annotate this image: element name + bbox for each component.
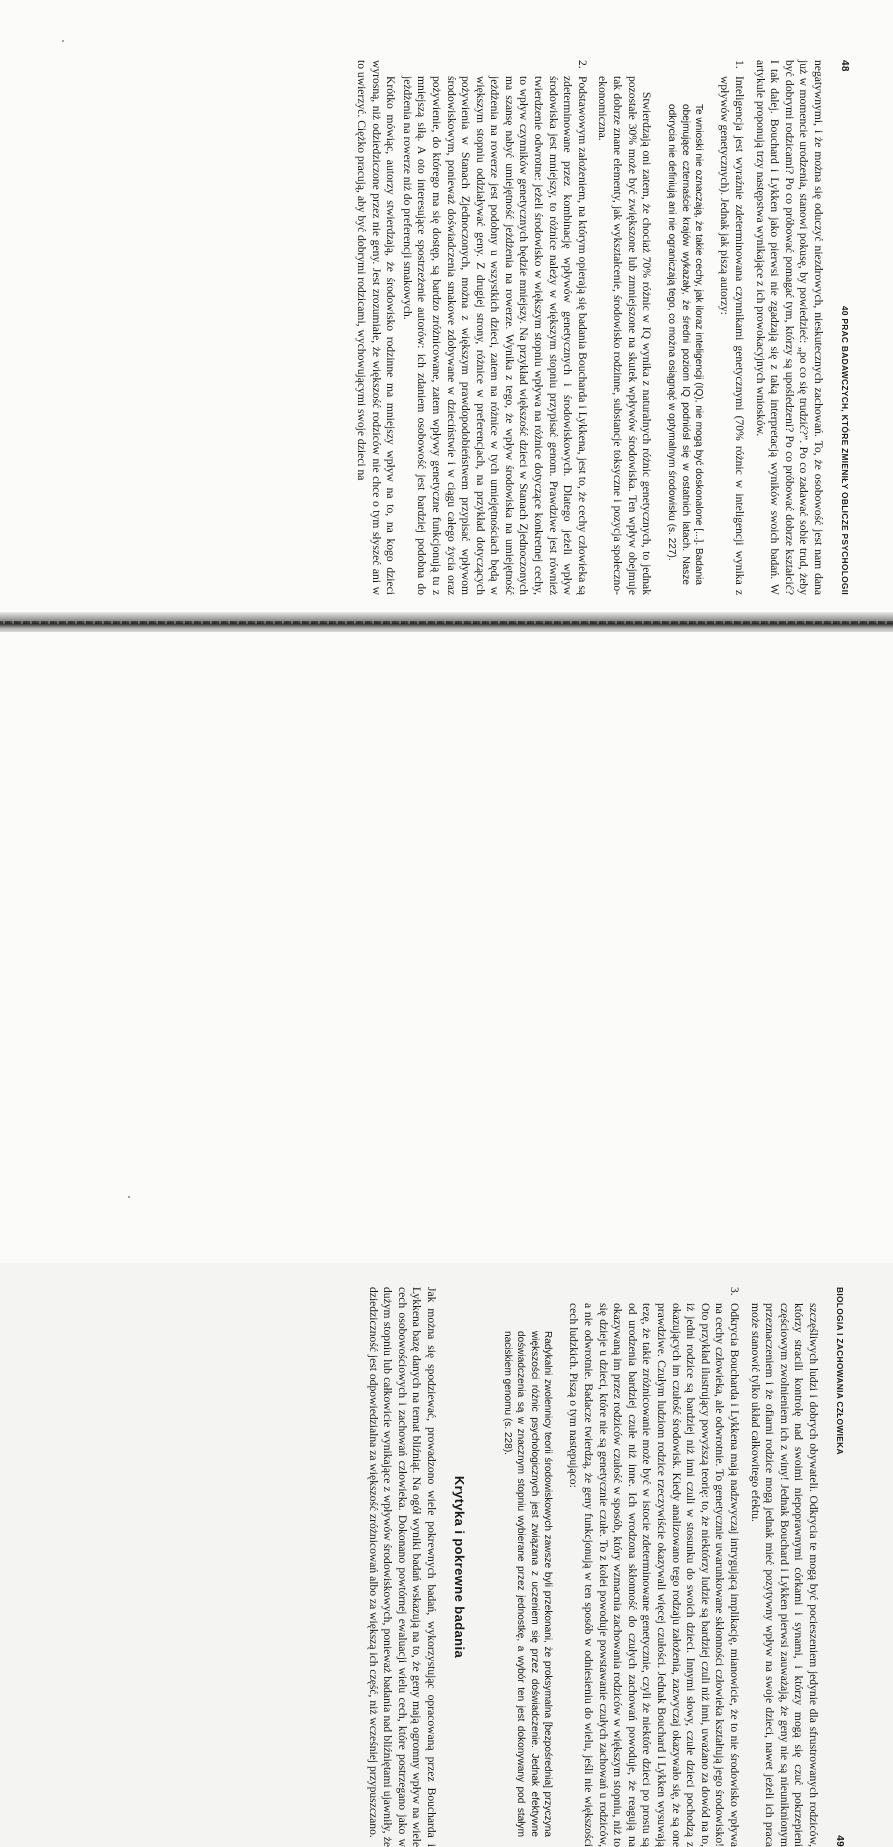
right-page-content [75, 1287, 845, 1847]
left-closing-paragraph: Krótko mówiąc, autorzy stwierdzają, że środowisko rodzinne ma mniejszy wpływ na to, na kogo dzieci wyrosną, niż odziedziczone przez nie geny. Jest zrozumiałe, że większość rodziców nie chce o tym słyszeć ani w to uwierzyć. Ciężko pracują, aby być dobrymi rodzicami, wychowującymi swoje dzieci na [354, 60, 398, 595]
left-running-head [839, 60, 850, 595]
block-quote-1: Te wnioski nie oznaczają, że takie cechy, jak iloraz inteligencji (IQ), nie mogą być doskonalone [...]. Badania obejmujące czternaście krajów wykazały, że średni poziom IQ podniósł się w ostatnich latach. Nasze odkrycia nie definiują ani nie ograniczają tego, co można osiągnąć w optymalnym środowisku (s. 227). [666, 104, 704, 585]
left-page-number: 48 [839, 60, 850, 72]
list-item-2 [399, 60, 589, 595]
list-item-2-text: Podstawowym założeniem, na którym opierają się badania Boucharda i Lykkena, jest to, że cechy człowieka są zdeterminowane przez kombinację wpływów genetycznych i środowiskowych. Dlatego jeżeli wpływ środowiska jest mniejszy, to różnice należy w większym stopniu przypisać genom. Prawdziwe jest również twierdzenie odwrotne: jeżeli środowisko w większym stopniu wpływa na różnice dotyczące konkretnej cechy, to wpływ czynników genetycznych będzie mniejszy. Na przykład większość dzieci w Stanach Zjednoczonych ma szansę nabyć umiejętność jeżdżenia na rowerze. Wynika z tego, że wpływ środowiska na umiejętność jeżdżenia na rowerze jest podobny u wszystkich dzieci, zatem na różnice w tych umiejętnościach będą w większym stopniu oddziaływać geny. Z drugiej strony, różnice w preferencjach, na przykład dotyczących pożywienia w Stanach Zjednoczonych, można z większym prawdopodobieństwem przypisać wpływom środowiskowym, ponieważ doświadczenia smakowe zdobywane w dzieciństwie i w ciągu całego życia oraz pożywienie, do którego ma się dostęp, są bardzo zróżnicowane, zatem wpływy genetyczne funkcjonują tu z mniejszą siłą. A oto interesujące spostrzeżenie autorów: ich zdaniem osobowość jest bardziej podobna do jeżdżenia na rowerze niż do preferencji smakowych. [400, 76, 589, 595]
book-binding-gutter [0, 612, 893, 634]
left-page [0, 0, 893, 618]
section-paragraph: Jak można się spodziewać, prowadzono wiele pokrewnych badań, wykorzystując opracowaną przez Boucharda i Lykkena bazę danych na temat bliźniąt. Na ogół wyniki badań wskazują na to, że geny mają ogromny wpływ na wiele cech osobowościowych i zachowań człowieka. Dokonano powtórnej ewaluacji wielu cech, które postrzegano jako w dużym stopniu lub całkowicie wynikające z wpływów środowiskowych, ponieważ badania nad bliźniętami ujawniły, że dziedziczność jest odpowiedzialna za większość zróżnicowań albo za większą ich część, niż wcześniej przypuszczano. [366, 1287, 439, 1847]
right-page-number: 49 [834, 1835, 845, 1847]
right-running-head [834, 1287, 845, 1847]
left-running-title: 40 PRAC BADAWCZYCH, KTÓRE ZMIENIŁY OBLICZE PSYCHOLOGII [840, 305, 850, 595]
list-item-2-number: 2. [575, 60, 589, 69]
right-running-title: BIOLOGIA I ZACHOWANIA CZŁOWIEKA [835, 1287, 845, 1455]
list-item-3 [489, 1287, 741, 1847]
left-intro-paragraph: negatywnymi, i że można się oduczyć niezdrowych, nieskutecznych zachowań. To, że osobowość jest nam dana już w momencie urodzenia, stanowi pokusę, by powiedzieć: „po co się trudzić?”. Po co zadawać sobie trud, żeby być dobrymi rodzicami? Po co próbować pomagać tym, którzy są upośledzeni? Po co próbować dobrze kształcić? I tak dalej. Bouchard i Lykken jako pierwsi nie zgadzają się z taką interpretacją wyników swoich badań. W artykule proponują trzy następstwa wynikające z ich prowokacyjnych wniosków. [753, 60, 825, 595]
scan-speck [128, 1196, 130, 1198]
section-heading: Krytyka i pokrewne badania [452, 1475, 468, 1659]
left-page-content [80, 60, 850, 595]
right-continued-paragraph: szczęśliwych ludzi i dobrych obywateli. Odkrycia te mogą być pocieszeniem jedynie dla sfrustrowanych rodziców, którzy stracili kontrolę nad swoimi niepoprawnymi córkami i synami, i którzy mogą się czuć pokrzepieni częściowym zwolnieniem ich z winy! Jednak Bouchard i Lykken pierwsi zauważają, że geny nie są nieuniknionym przeznaczeniem i że ofiarni rodzice mogą jednak mieć pozytywny wpływ na swoje dzieci, nawet jeżeli ich praca może stanowić tylko układ całkowitego efektu. [748, 1303, 820, 1847]
list-item-3-number: 3. [728, 1287, 742, 1296]
list-item-1 [595, 60, 746, 595]
list-item-1-continuation: Stwierdzają oni zatem, że chociaż 70% różnic w IQ wynika z naturalnych różnic genetycznych, to jednak pozostałe 30% może być zwiększone lub zmniejszone na skutek wpływów środowiska. Ten wpływ obejmuje tak dobrze znane elementy, jak wykształcenie, środowisko rodzinne, substancje toksyczne i pozycja społeczno-ekonomiczna. [596, 76, 654, 595]
scan-speck [62, 40, 64, 42]
list-item-1-text: Inteligencja jest wyraźnie zdeterminowana czynnikami genetycznymi (70% różnic w inteligencji wynika z wpływów genetycznych). Jednak jak piszą autorzy: [718, 76, 747, 595]
list-item-3-text: Odkrycia Boucharda i Lykkena mają nadzwyczaj intrygującą implikację, mianowicie, że to nie środowisko wpływa na cechy człowieka, ale odwrotnie. To genetycznie uwarunkowane skłonności człowieka kształtują jego środowisko! Oto przykład ilustrujący powyższą teorię: to, że niektórzy ludzie są bardziej czuli niż inni, uważano za dowód na to, iż jedni rodzice są bardziej niż inni czuli w stosunku do swoich dzieci. Innymi słowy, czułe dzieci pochodzą z okazujących im czułość środowisk. Kiedy analizowano tego rodzaju założenia, zazwyczaj okazywało się, że są one prawdziwe. Czułym ludziom rodzice rzeczywiście okazywali więcej czułości. Jednak Bouchard i Lykken wysuwają tezę, że takie zróżnicowanie może być w istocie zdeterminowane genetycznie, czyli że niektóre dzieci po prostu są od urodzenia bardziej czułe niż inne. Ich wrodzona skłonność do czułych zachowań powoduje, że reagują na okazywaną im przez rodziców czułość w sposób, który wzmacnia zachowania rodziców w większym stopniu, niż to się dzieje u dzieci, które nie są genetycznie czułe. To z kolei powoduje powstawanie czułych zachowań u rodziców, a nie odwrotnie. Badacze twierdzą, że geny funkcjonują w ten sposób w odniesieniu do wielu, jeśli nie większości cech ludzkich. Piszą o tym następująco: [567, 1303, 742, 1847]
block-quote-2: Radykalni zwolennicy teorii środowiskowych zawsze byli przekonani, że proksymalna [bezpośrednia] przyczyna większości różnic psychologicznych jest związana z uczeniem się przez doświadczenie. Jednak efektywne doświadczenia są w znacznym stopniu wybierane przez jednostkę, a wybór ten jest dokonywany pod stałym naciskiem genomu (s. 228). [502, 1331, 553, 1837]
list-item-1-number: 1. [733, 60, 747, 69]
right-page [0, 632, 893, 1847]
